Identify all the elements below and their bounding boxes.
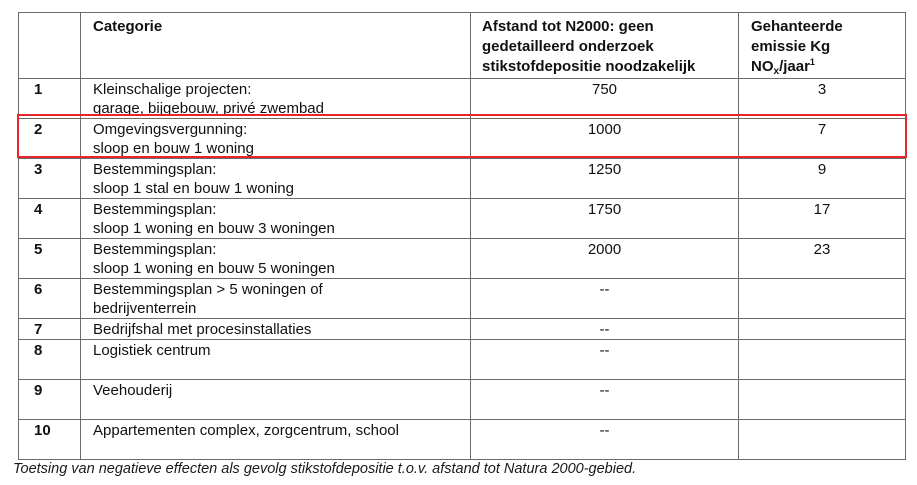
row-category-line: Bestemmingsplan:	[93, 201, 217, 218]
header-emission-line-2: emissie Kg	[751, 38, 831, 55]
row-category	[81, 380, 471, 420]
row-number: 8	[19, 340, 81, 380]
row-distance: --	[471, 340, 739, 380]
row-category	[81, 340, 471, 380]
header-emission-line-3	[751, 57, 905, 77]
table-caption: Toetsing van negatieve effecten als gevolg stikstofdepositie t.o.v. afstand tot Natura 2000-gebied.	[13, 461, 637, 477]
header-emission-line-1: Gehanteerde	[751, 18, 843, 35]
table-row	[19, 420, 906, 460]
header-distance-line-2: gedetailleerd onderzoek	[482, 38, 654, 55]
row-category-line: sloop 1 woning en bouw 3 woningen	[93, 220, 335, 237]
row-emission	[739, 420, 906, 460]
row-category-line: sloop 1 stal en bouw 1 woning	[93, 180, 294, 197]
row-category-line: Bedrijfshal met procesinstallaties	[93, 321, 312, 338]
row-number: 5	[19, 239, 81, 279]
table-row	[19, 119, 906, 159]
row-distance: --	[471, 420, 739, 460]
row-distance: --	[471, 279, 739, 319]
table-row	[19, 279, 906, 319]
row-number: 3	[19, 159, 81, 199]
emission-distance-table	[18, 12, 906, 460]
row-category	[81, 159, 471, 199]
header-category-cell	[81, 13, 471, 79]
row-category	[81, 199, 471, 239]
row-category-line: Appartementen complex, zorgcentrum, school	[93, 422, 399, 439]
table-body	[19, 79, 906, 460]
row-category-line: sloop 1 woning en bouw 5 woningen	[93, 260, 335, 277]
row-category	[81, 79, 471, 119]
row-category-line: Bestemmingsplan:	[93, 241, 217, 258]
row-emission	[739, 319, 906, 340]
table-row	[19, 79, 906, 119]
row-category-line: bedrijventerrein	[93, 300, 197, 317]
row-category-line: sloop en bouw 1 woning	[93, 140, 254, 157]
table-row	[19, 199, 906, 239]
row-emission: 9	[739, 159, 906, 199]
row-emission	[739, 340, 906, 380]
header-emission-subscript: x	[773, 66, 780, 77]
header-number-cell	[19, 13, 81, 79]
row-number: 4	[19, 199, 81, 239]
table-row	[19, 319, 906, 340]
row-category	[81, 319, 471, 340]
header-emission-per-year: /jaar	[779, 58, 810, 75]
row-distance: --	[471, 380, 739, 420]
row-category	[81, 239, 471, 279]
row-number: 9	[19, 380, 81, 420]
header-distance-line-1: Afstand tot N2000: geen	[482, 18, 654, 35]
row-number: 1	[19, 79, 81, 119]
table-row	[19, 159, 906, 199]
row-distance: 750	[471, 79, 739, 119]
table-row	[19, 340, 906, 380]
row-emission: 17	[739, 199, 906, 239]
row-emission: 7	[739, 119, 906, 159]
row-distance: 2000	[471, 239, 739, 279]
row-category	[81, 420, 471, 460]
header-emission-cell	[739, 13, 906, 79]
table-row	[19, 239, 906, 279]
row-category	[81, 119, 471, 159]
row-emission: 23	[739, 239, 906, 279]
row-category	[81, 279, 471, 319]
header-emission-footnote-mark: 1	[809, 57, 815, 67]
row-category-line: Logistiek centrum	[93, 342, 211, 359]
row-number: 2	[19, 119, 81, 159]
row-number: 6	[19, 279, 81, 319]
header-distance-line-3: stikstofdepositie noodzakelijk	[482, 58, 696, 75]
row-distance: 1250	[471, 159, 739, 199]
row-number: 10	[19, 420, 81, 460]
row-category-line: Veehouderij	[93, 382, 173, 399]
row-distance: 1000	[471, 119, 739, 159]
row-emission	[739, 380, 906, 420]
table-header-row	[19, 13, 906, 79]
row-category-line: Bestemmingsplan:	[93, 161, 217, 178]
header-category-label: Categorie	[93, 18, 163, 35]
row-category-line: Bestemmingsplan > 5 woningen of	[93, 281, 323, 298]
table-row	[19, 380, 906, 420]
header-distance-cell	[471, 13, 739, 79]
row-category-line: garage, bijgebouw, privé zwembad	[93, 100, 324, 117]
row-category-line: Omgevingsvergunning:	[93, 121, 248, 138]
row-number: 7	[19, 319, 81, 340]
header-emission-no: NO	[751, 58, 774, 75]
row-distance: 1750	[471, 199, 739, 239]
row-emission: 3	[739, 79, 906, 119]
row-category-line: Kleinschalige projecten:	[93, 81, 252, 98]
row-distance: --	[471, 319, 739, 340]
row-emission	[739, 279, 906, 319]
